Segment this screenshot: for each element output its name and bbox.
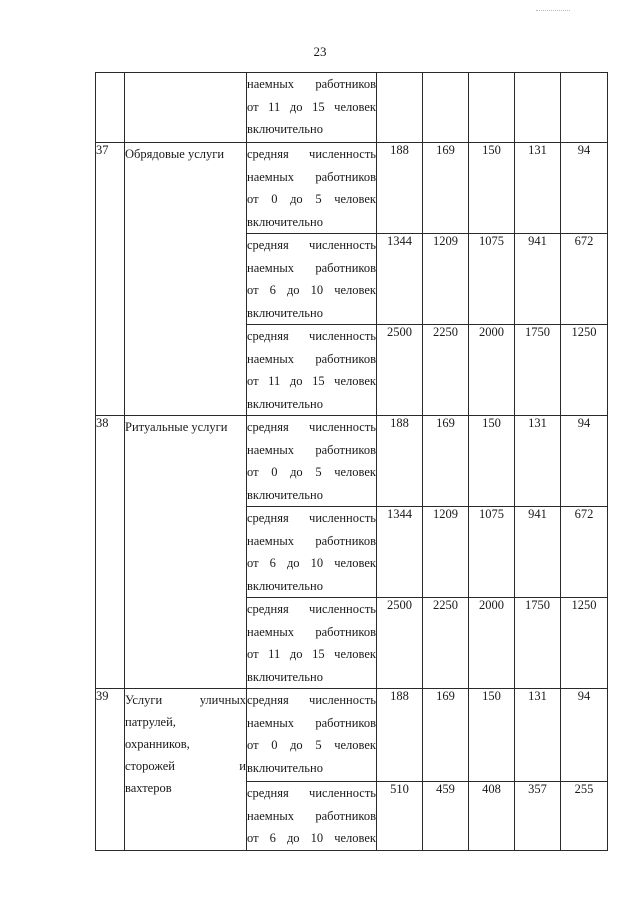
- value-cell: 1209: [423, 507, 469, 598]
- value-cell: 941: [515, 234, 561, 325]
- row-number-cell: 37: [96, 143, 125, 416]
- value-cell: 94: [561, 143, 608, 234]
- band-description: средняя численность наемных работников от 0 до 5 человек включительно: [247, 689, 377, 782]
- value-cell: 150: [469, 416, 515, 507]
- row-number-cell: [96, 73, 125, 143]
- value-cell: 2000: [469, 325, 515, 416]
- band-description: средняя численность наемных работников от 0 до 5 человек включительно: [247, 143, 377, 234]
- table-row: [96, 416, 608, 507]
- value-cell: 941: [515, 507, 561, 598]
- value-cell: 459: [423, 782, 469, 851]
- value-cell: [377, 73, 423, 143]
- value-cell: 1075: [469, 507, 515, 598]
- value-cell: 2500: [377, 598, 423, 689]
- value-cell: 94: [561, 689, 608, 782]
- value-cell: 1075: [469, 234, 515, 325]
- value-cell: 169: [423, 689, 469, 782]
- row-number-cell: 39: [96, 689, 125, 851]
- value-cell: 94: [561, 416, 608, 507]
- value-cell: 131: [515, 143, 561, 234]
- band-description: средняя численность наемных работников от 6 до 10 человек включительно: [247, 234, 377, 325]
- value-cell: 188: [377, 143, 423, 234]
- value-cell: 169: [423, 416, 469, 507]
- value-cell: 672: [561, 507, 608, 598]
- table-row: [96, 143, 608, 234]
- value-cell: [423, 73, 469, 143]
- value-cell: 672: [561, 234, 608, 325]
- scan-artifact: [536, 10, 570, 12]
- table-row: [96, 689, 608, 782]
- value-cell: 1344: [377, 507, 423, 598]
- value-cell: 1209: [423, 234, 469, 325]
- value-cell: 131: [515, 416, 561, 507]
- tariff-table: [95, 72, 608, 851]
- value-cell: [515, 73, 561, 143]
- value-cell: 510: [377, 782, 423, 851]
- value-cell: 2000: [469, 598, 515, 689]
- value-cell: 357: [515, 782, 561, 851]
- band-description: средняя численность наемных работников от 0 до 5 человек включительно: [247, 416, 377, 507]
- band-description: средняя численность наемных работников от 11 до 15 человек включительно: [247, 598, 377, 689]
- service-name-cell: [125, 73, 247, 143]
- service-name-cell: Обрядовые услуги: [125, 143, 247, 416]
- band-description: наемных работников от 11 до 15 человек включительно: [247, 73, 377, 143]
- band-description: средняя численность наемных работников от 6 до 10 человек: [247, 782, 377, 851]
- service-name-cell: Ритуальные услуги: [125, 416, 247, 689]
- value-cell: 188: [377, 689, 423, 782]
- value-cell: 2500: [377, 325, 423, 416]
- value-cell: 150: [469, 689, 515, 782]
- value-cell: 2250: [423, 598, 469, 689]
- band-description: средняя численность наемных работников от 6 до 10 человек включительно: [247, 507, 377, 598]
- value-cell: 255: [561, 782, 608, 851]
- page-number: 23: [313, 44, 327, 59]
- row-number-cell: 38: [96, 416, 125, 689]
- value-cell: [561, 73, 608, 143]
- value-cell: 1250: [561, 598, 608, 689]
- value-cell: 169: [423, 143, 469, 234]
- value-cell: 408: [469, 782, 515, 851]
- value-cell: 150: [469, 143, 515, 234]
- value-cell: 1750: [515, 325, 561, 416]
- service-name-cell: Услуги уличных патрулей, охранников, сторожей и вахтеров: [125, 689, 247, 851]
- value-cell: 188: [377, 416, 423, 507]
- value-cell: [469, 73, 515, 143]
- value-cell: 1344: [377, 234, 423, 325]
- table-row: [96, 73, 608, 143]
- value-cell: 1250: [561, 325, 608, 416]
- value-cell: 131: [515, 689, 561, 782]
- band-description: средняя численность наемных работников от 11 до 15 человек включительно: [247, 325, 377, 416]
- value-cell: 2250: [423, 325, 469, 416]
- value-cell: 1750: [515, 598, 561, 689]
